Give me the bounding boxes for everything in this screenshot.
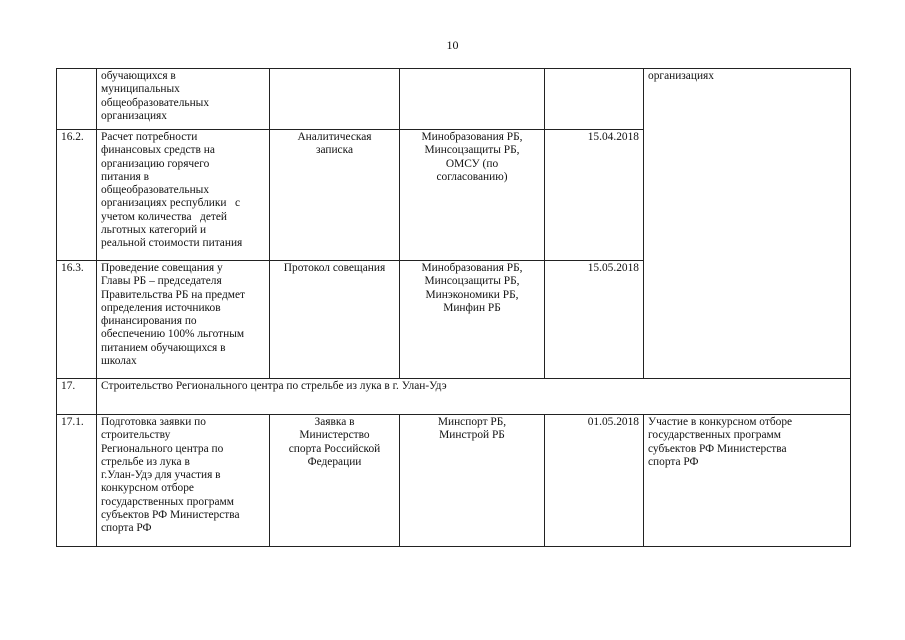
executors-cell — [400, 69, 545, 130]
table-row — [57, 69, 851, 130]
event-cell: Проведение совещания у Главы РБ – председателя Правительства РБ на предмет определения источников финансирования по обеспечению 100% льготным питанием обучающихся в школах — [97, 261, 270, 379]
row-number: 16.3. — [57, 261, 97, 379]
result-cell: Участие в конкурсном отборе государственных программ субъектов РФ Министерства спорта РФ — [644, 415, 851, 547]
event-cell: Расчет потребности финансовых средств на организацию горячего питания в общеобразовательных организациях республики с учетом количества детей льготных категорий и реальной стоимости питания — [97, 130, 270, 261]
row-number: 17. — [57, 379, 97, 415]
deadline-cell: 15.05.2018 — [545, 261, 644, 379]
form-cell: Протокол совещания — [270, 261, 400, 379]
form-cell — [270, 69, 400, 130]
result-cell: организациях — [644, 69, 851, 379]
row-number — [57, 69, 97, 130]
section-row — [57, 379, 851, 415]
deadline-cell: 01.05.2018 — [545, 415, 644, 547]
event-cell: обучающихся в муниципальных общеобразовательных организациях — [97, 69, 270, 130]
executors-cell: Минобразования РБ, Минсоцзащиты РБ, Минэкономики РБ, Минфин РБ — [400, 261, 545, 379]
event-cell: Подготовка заявки по строительству Регионального центра по стрельбе из лука в г.Улан-Удэ для участия в конкурсном отборе государственных программ субъектов РФ Министерства спорта РФ — [97, 415, 270, 547]
section-title: Строительство Регионального центра по стрельбе из лука в г. Улан-Удэ — [97, 379, 851, 415]
plan-table — [56, 68, 851, 547]
row-number: 17.1. — [57, 415, 97, 547]
executors-cell: Минобразования РБ, Минсоцзащиты РБ, ОМСУ (по согласованию) — [400, 130, 545, 261]
deadline-cell — [545, 69, 644, 130]
table-row — [57, 415, 851, 547]
row-number: 16.2. — [57, 130, 97, 261]
page-number: 10 — [446, 38, 459, 52]
form-cell: Аналитическая записка — [270, 130, 400, 261]
form-cell: Заявка в Министерство спорта Российской Федерации — [270, 415, 400, 547]
executors-cell: Минспорт РБ, Минстрой РБ — [400, 415, 545, 547]
deadline-cell: 15.04.2018 — [545, 130, 644, 261]
